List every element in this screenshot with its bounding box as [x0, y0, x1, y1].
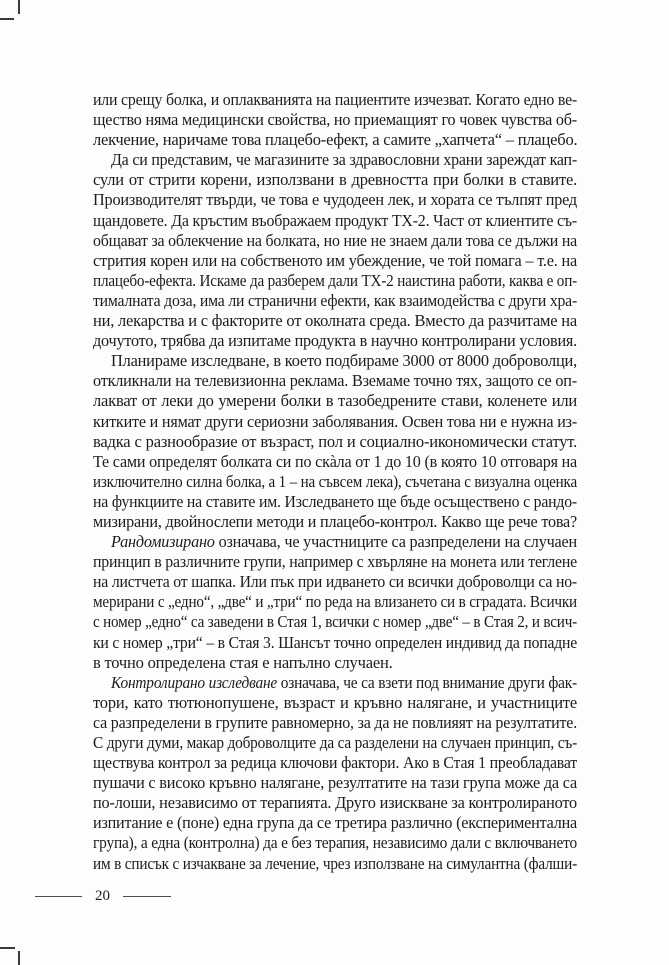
text-line: Контролирано изследване означава, че са взети под внимание други фак-: [111, 672, 577, 692]
footer-rule-right: [123, 896, 171, 897]
text-line: лекчение, наричаме това плацебо-ефект, а самите „хапчета“ – плацебо.: [93, 130, 578, 150]
text-line: мерирани с „едно“, „две“ и „три“ по реда на влизането си в сградата. Всички: [93, 592, 577, 612]
text-line: общават за облекчение на болката, но ние не знаем дали това се дължи на: [93, 230, 577, 250]
text-line: щандовете. Да кръстим въображаем продукт ТХ-2. Част от клиентите съ-: [93, 210, 577, 230]
text-line: на листчета от шапка. Или пък при идването си всички доброволци са но-: [93, 572, 577, 592]
text-line: тималната доза, има ли странични ефекти, как взаимодейства с други хра-: [93, 290, 577, 310]
paragraph: [93, 90, 577, 150]
text-line: дочутото, трябва да изпитаме продукта в научно контролирани условия.: [93, 331, 577, 351]
text-line: С други думи, макар доброволците да са разделени на случаен принцип, съ-: [93, 733, 577, 752]
text-line: им в списък с изчакване за лечение, чрез използване на симулантна (фалши-: [93, 853, 577, 873]
paragraph: [93, 673, 577, 874]
paragraph: [93, 351, 577, 532]
text-line: група), а една (контролна) да е без терапия, независимо дали с включването: [93, 833, 577, 853]
text-line: ки с номер „три“ – в Стая 3. Шансът точно определен индивид да попадне: [93, 632, 577, 652]
text-line: с номер „едно“ са заведени в Стая 1, всички с номер „две“ – в Стая 2, и всич-: [93, 612, 577, 632]
page-footer: [35, 886, 171, 906]
text-line: Планираме изследване, в което подбираме 3000 от 8000 доброволци,: [111, 351, 577, 371]
text-line: вадка с разнообразие от възраст, пол и социално-икономически статут.: [93, 431, 577, 451]
text-line: Те сами определят болката си по скàла от 1 до 10 (в която 10 отговаря на: [93, 451, 577, 471]
paragraph: [93, 532, 577, 673]
text-line: щество няма медицински свойства, но приемащият го човек чувства об-: [93, 110, 577, 130]
text-line: Производителят твърди, че това е чудодеен лек, и хората се тълпят пред: [93, 190, 577, 210]
text-line: плацебо-ефекта. Искаме да разберем дали ТХ-2 наистина работи, каква е оп-: [93, 270, 577, 290]
text-line: изключително силна болка, а 1 – на съвсем лека), съчетана с визуална оценка: [93, 471, 577, 491]
crop-mark-bottom-left-vertical: [18, 951, 20, 965]
text-line: Рандомизирано означава, че участниците са разпределени на случаен: [111, 532, 578, 552]
crop-mark-top-left-horizontal: [0, 18, 14, 20]
text-line: пушачи с високо кръвно налягане, резултатите на тази група може да са: [93, 773, 577, 793]
text-line: по-лоши, независимо от терапията. Друго изискване за контролираното: [93, 793, 577, 813]
crop-mark-top-left-vertical: [18, 0, 20, 14]
text-line: Да си представим, че магазините за здравословни храни зареждат кап-: [111, 150, 577, 170]
text-line: в точно определена стая е напълно случаен.: [93, 652, 393, 672]
text-line: принцип в различните групи, например с хвърляне на монета или теглене: [93, 552, 577, 572]
text-line: ни, лекарства и с факторите от околната среда. Вместо да разчитаме на: [93, 311, 577, 331]
text-block: [93, 90, 577, 874]
text-line: изпитание е (поне) една група да се третира различно (експериментална: [93, 813, 577, 833]
text-line: сули от стрити корени, използвани в древността при болки в ставите.: [93, 170, 577, 190]
page-number: 20: [95, 887, 110, 904]
text-line: лакват от леки до умерени болки в тазобедрените стави, коленете или: [93, 391, 577, 411]
text-line: стрития корен или на собственото им убеждение, че той помага – т.е. на: [93, 250, 577, 270]
text-line: тори, като тютюнопушене, възраст и кръвно налягане, и участниците: [93, 692, 577, 712]
text-line: откликнали на телевизионна реклама. Вземаме точно тях, защото се оп-: [93, 371, 577, 391]
text-line: на функциите на ставите им. Изследването ще бъде осъществено с рандо-: [93, 491, 577, 511]
text-line: мизирани, двойнослепи методи и плацебо-контрол. Какво ще рече това?: [93, 511, 577, 531]
crop-mark-bottom-left-horizontal: [0, 947, 15, 949]
text-line: ществува контрол за редица ключови фактори. Ако в Стая 1 преобладават: [93, 753, 577, 773]
text-line: или срещу болка, и оплакванията на пациентите изчезват. Когато едно ве-: [93, 90, 577, 109]
text-line: китките и нямат други сериозни заболявания. Освен това ни е нужна из-: [93, 411, 577, 431]
text-line: са разпределени в групите равномерно, за да не повлияят на резултатите.: [93, 712, 577, 732]
paragraph: [93, 150, 577, 351]
footer-rule-left: [35, 896, 82, 897]
